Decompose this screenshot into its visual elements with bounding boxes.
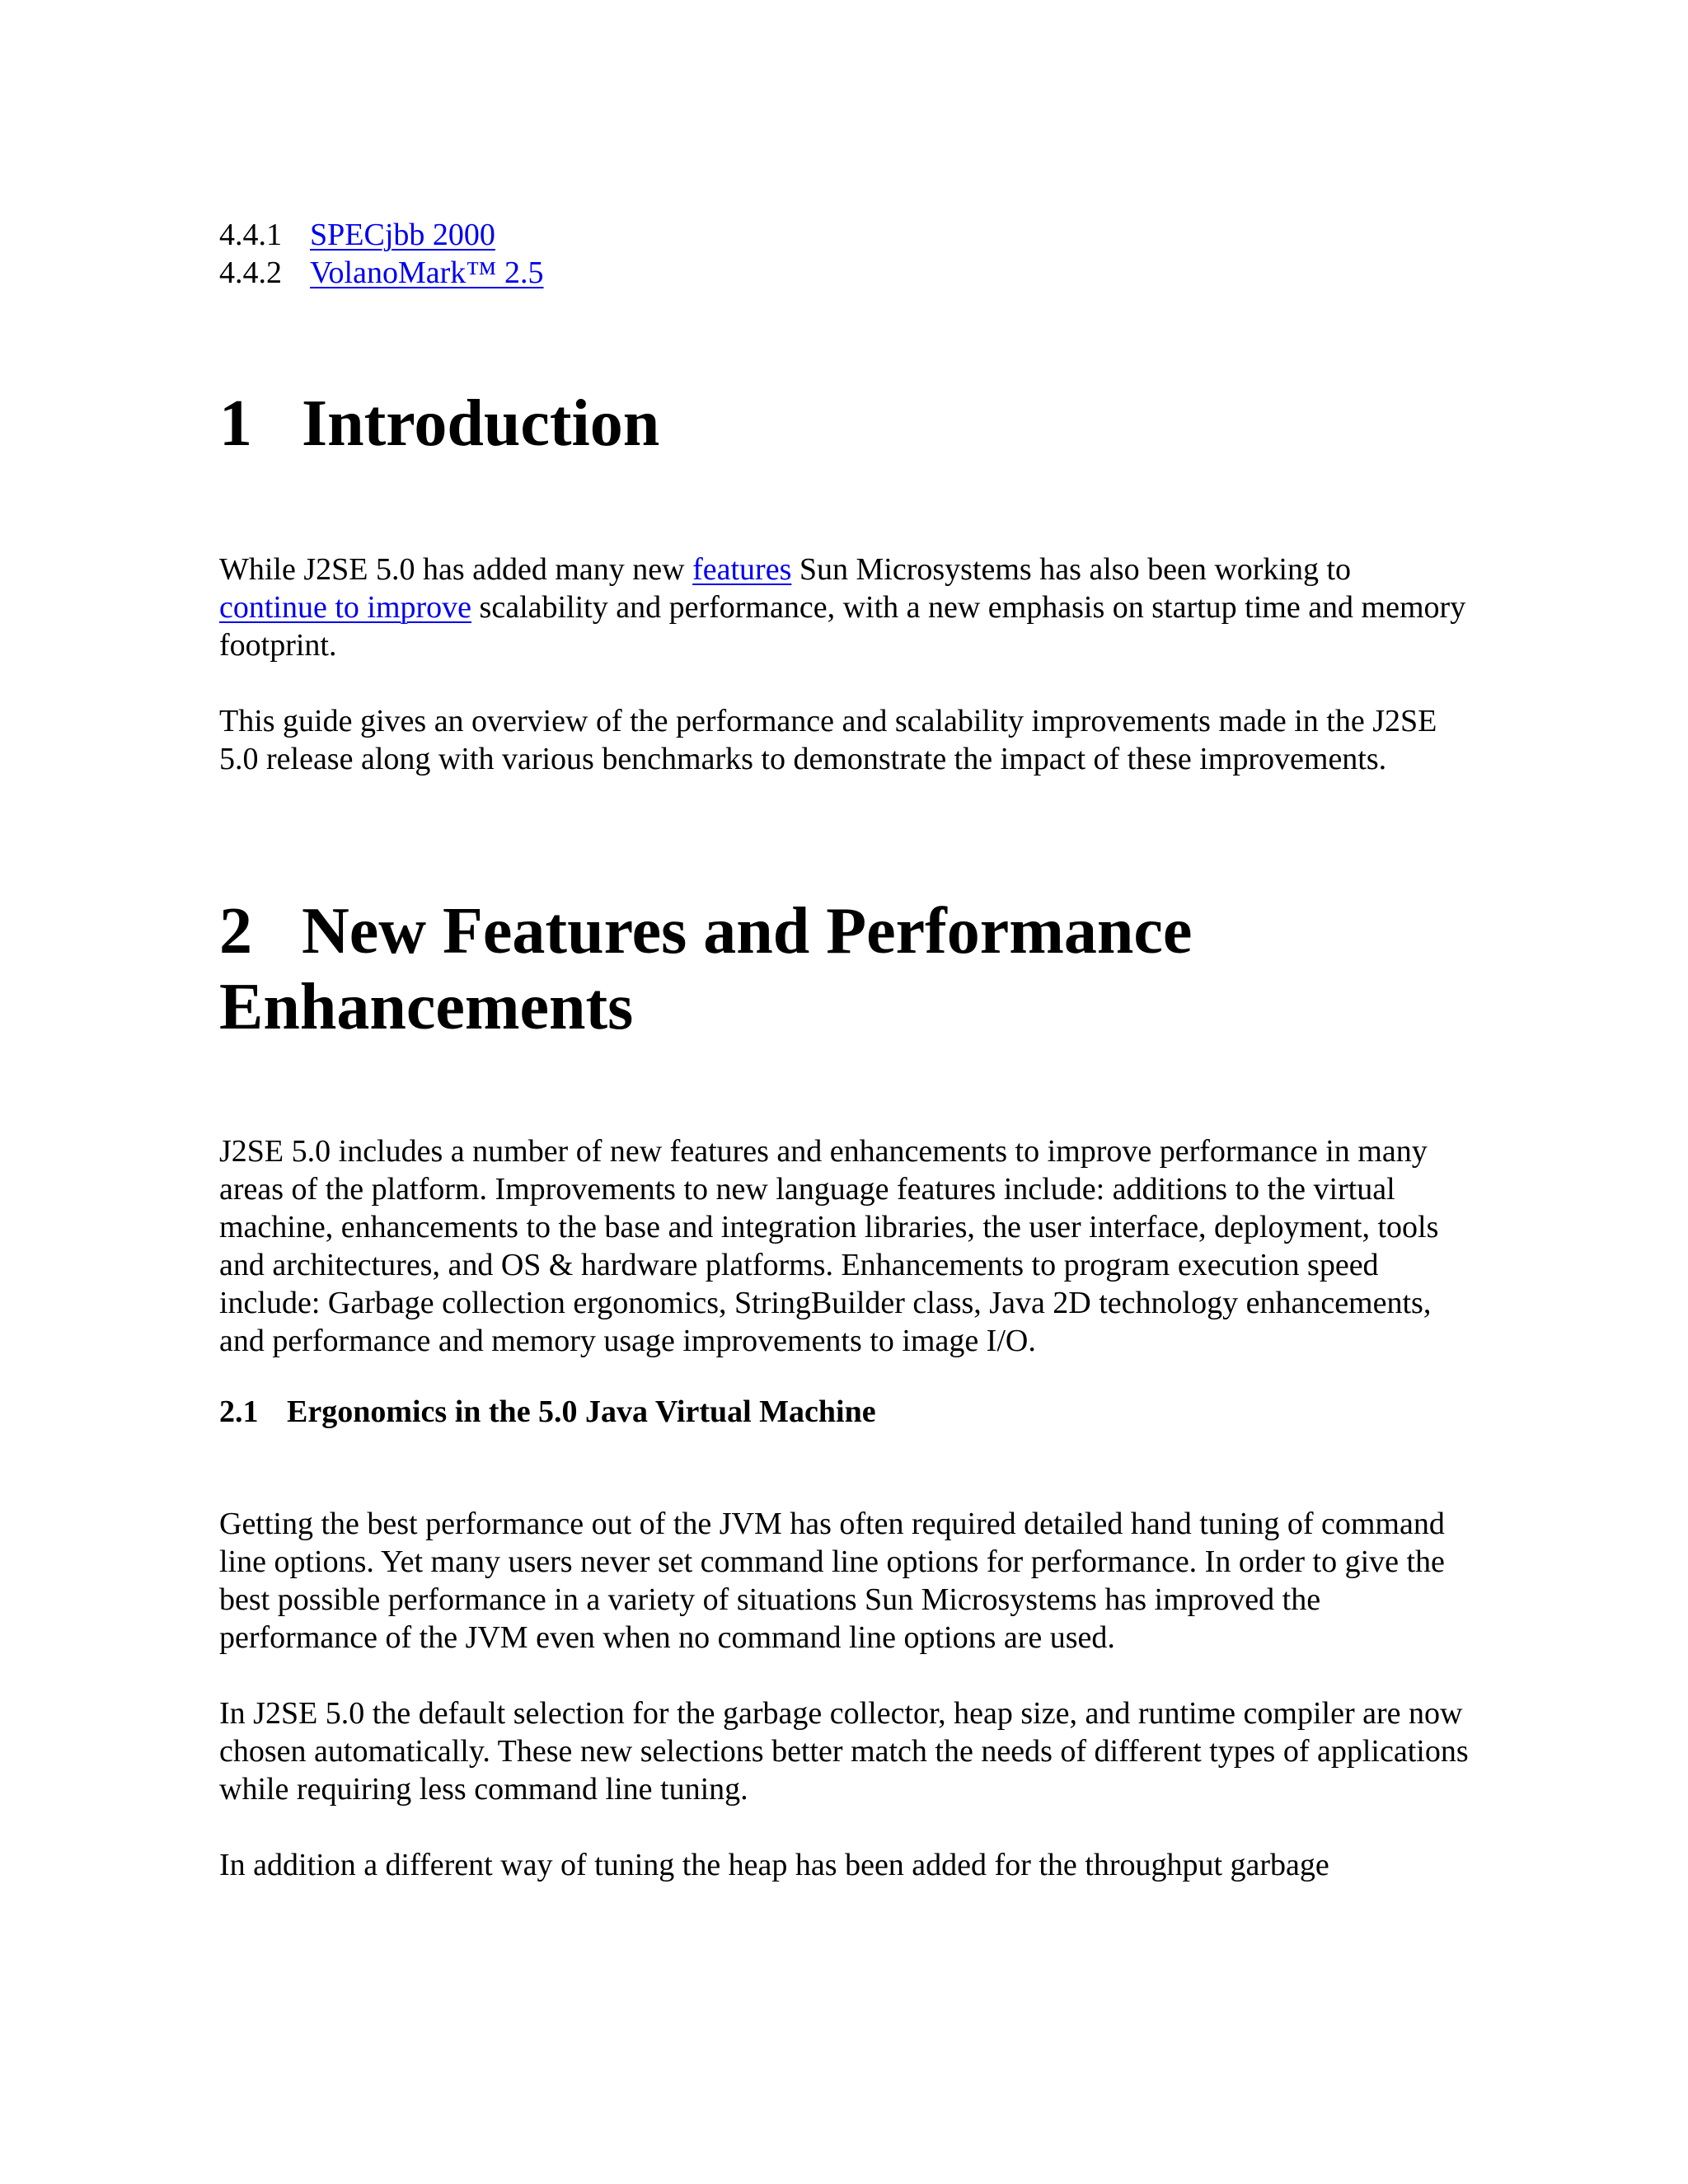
heading-title: Ergonomics in the 5.0 Java Virtual Machine <box>287 1394 876 1429</box>
heading-number: 1 <box>219 387 252 460</box>
toc-link-volanomark[interactable]: VolanoMark™ 2.5 <box>310 255 544 290</box>
toc-entry-number: 4.4.1 <box>219 218 282 252</box>
ergonomics-paragraph-1: Getting the best performance out of the JVM has often required detailed hand tuning of command line options. Yet many users never set command line options for performance. In order to give the best possible performance in a variety of situations Sun Microsystems has improved the performance of the JVM even when no command line options are used. <box>219 1507 1445 1655</box>
heading-number: 2.1 <box>219 1394 259 1429</box>
toc-entry-4-4-2 <box>219 254 1472 292</box>
ergonomics-paragraph-2: In J2SE 5.0 the default selection for the garbage collector, heap size, and runtime compiler are now chosen automatically. These new selections better match the needs of different types of applications while requiring less command line tuning. <box>219 1696 1469 1807</box>
toc-entry-number: 4.4.2 <box>219 255 282 290</box>
ergonomics-paragraph-3: In addition a different way of tuning the heap has been added for the throughput garbage <box>219 1848 1329 1882</box>
document-page <box>219 216 1472 1884</box>
intro-text-3: scalability and performance, with a new emphasis on startup time and memory footprint. <box>219 590 1466 663</box>
heading-title: Introduction <box>302 387 660 460</box>
intro-text-2: Sun Microsystems has also been working to <box>791 552 1352 587</box>
intro-paragraph-1 <box>219 551 1472 664</box>
features-link[interactable]: features <box>692 552 792 587</box>
continue-to-improve-link[interactable]: continue to improve <box>219 590 472 625</box>
intro-paragraph-2: This guide gives an overview of the performance and scalability improvements made in the J2SE 5.0 release along with various benchmarks to demonstrate the impact of these improvements. <box>219 704 1437 776</box>
intro-text-1: While J2SE 5.0 has added many new <box>219 552 693 587</box>
heading-introduction <box>219 386 1472 462</box>
toc-list <box>219 216 1472 292</box>
heading-number: 2 <box>219 895 252 968</box>
heading-title-line-1: New Features and Performance <box>302 895 1193 968</box>
toc-link-specjbb[interactable]: SPECjbb 2000 <box>310 218 495 252</box>
heading-title-line-2: Enhancements <box>219 971 634 1043</box>
heading-new-features <box>219 893 1472 1045</box>
heading-ergonomics <box>219 1393 1472 1431</box>
features-paragraph-1: J2SE 5.0 includes a number of new features and enhancements to improve performance in many areas of the platform. Improvements to new language features include: additions to the virtual machine, enhancements to the base and integration libraries, the user interface, deployment, tools and architectures, and OS & hardware platforms. Enhancements to program execution speed include: Garbage collection ergonomics, StringBuilder class, Java 2D technology enhancements, and performance and memory usage improvements to image I/O. <box>219 1134 1439 1358</box>
toc-entry-4-4-1 <box>219 216 1472 254</box>
